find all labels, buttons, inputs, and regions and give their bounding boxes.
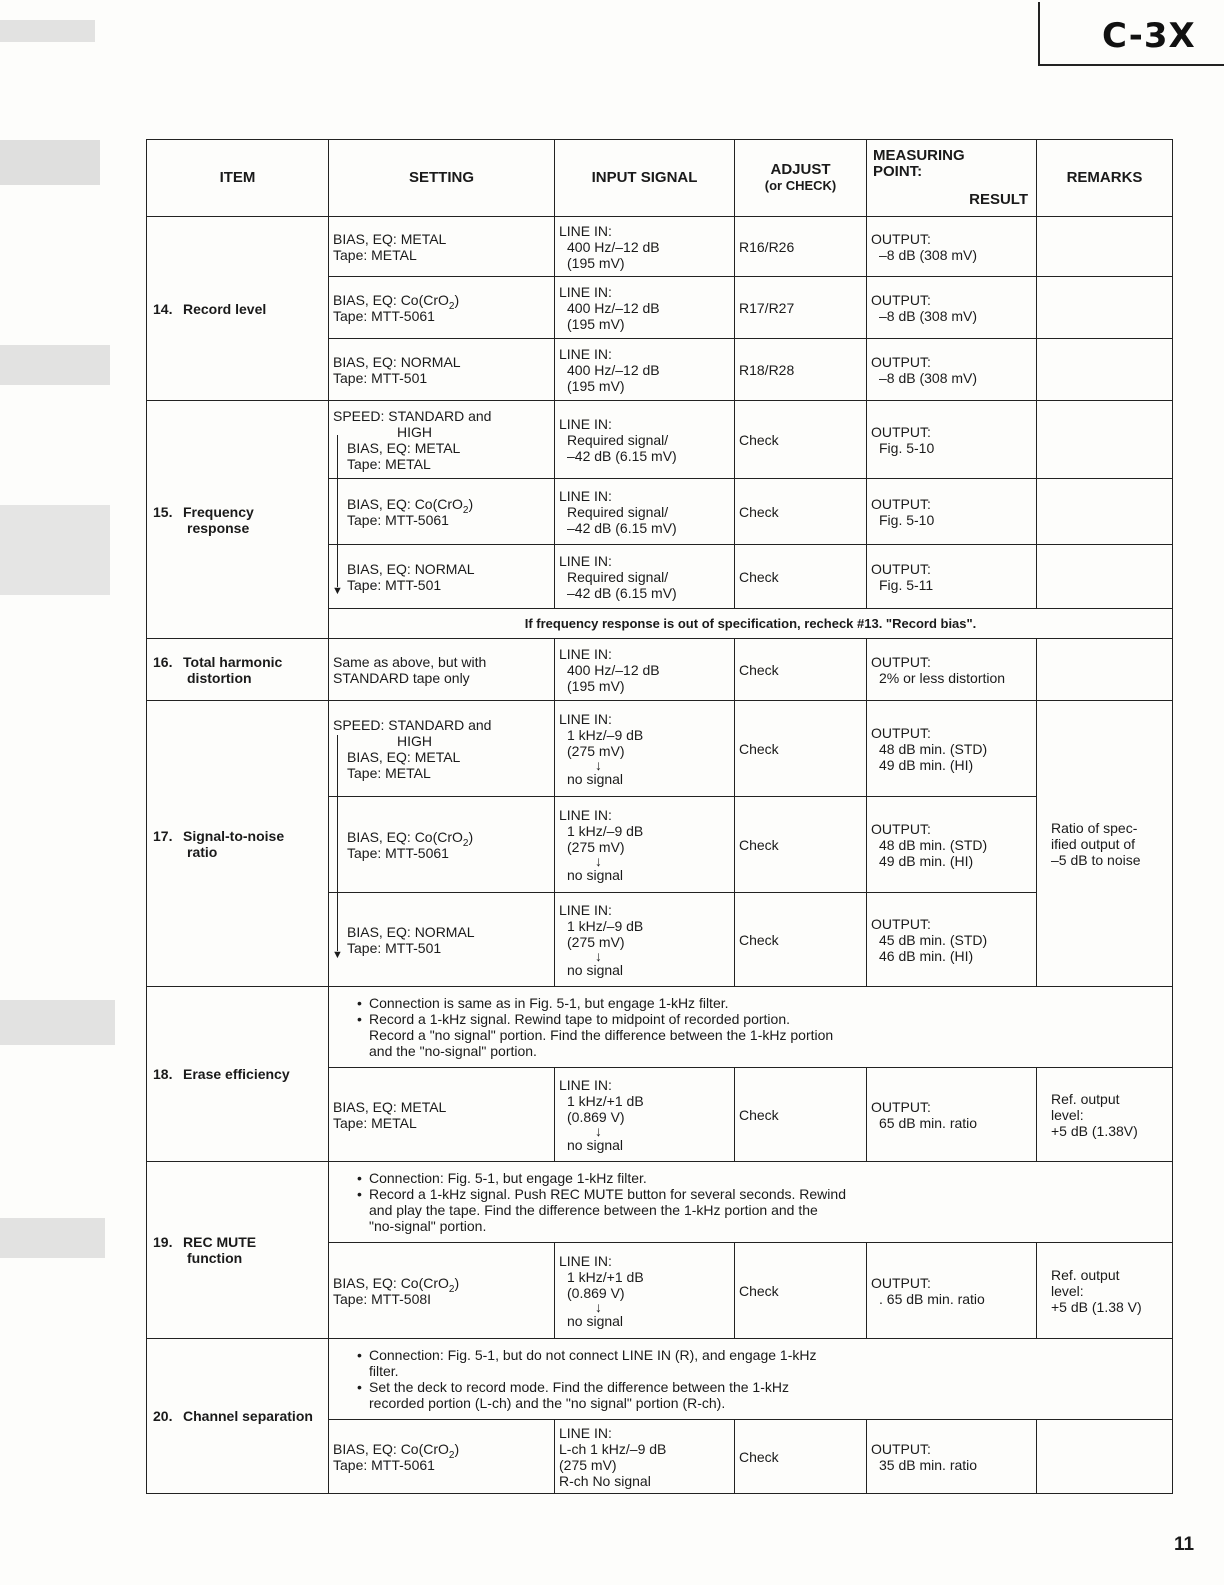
note-text: Connection: Fig. 5-1, but engage 1-kHz filter. [369,1170,647,1186]
input-value: –42 dB (6.15 mV) [567,519,677,536]
setting-tape: Tape: MTT-501 [347,576,442,593]
setting-tape: Tape: MTT-501 [333,369,428,386]
header-row [147,140,1173,217]
output-label: OUTPUT: [871,1098,931,1115]
adjust-cell: R18/R28 [735,339,867,401]
input-cell [555,1243,735,1339]
item-label: Channel separation [183,1408,313,1424]
input-value: 400 Hz/–12 dB [567,238,660,255]
input-value: 1 kHz/+1 dB [567,1268,644,1285]
adjust-cell: Check [735,797,867,893]
input-value: no signal [567,866,624,883]
remarks-cell [1037,639,1173,701]
bias-text: BIAS, EQ: Co(CrO [333,1440,449,1457]
adjust-cell: Check [735,545,867,609]
input-label: LINE IN: [559,645,612,662]
bias-text: BIAS, EQ: Co(CrO [347,828,463,845]
setting-cell [329,339,555,401]
adjust-cell: Check [735,1420,867,1494]
setting-cell [329,1420,555,1494]
table-row [147,401,1173,479]
input-label: LINE IN: [559,1076,612,1093]
input-value: (195 mV) [567,377,625,394]
bullet-icon: • [357,1379,362,1395]
note-text: Set the deck to record mode. Find the difference between the 1-kHz [369,1379,789,1395]
setting-tape: Tape: METAL [347,455,431,472]
item-number: 20. [153,1408,173,1424]
bias-subscript: 2 [462,504,469,516]
setting-cell [329,479,555,545]
setting-bias [347,828,550,849]
note-text: filter. [369,1363,399,1379]
remarks-text: level: [1051,1106,1084,1123]
bias-subscript: 2 [448,1449,455,1461]
note-text: Connection is same as in Fig. 5-1, but engage 1-kHz filter. [369,995,729,1011]
scan-speckle [0,345,110,385]
input-value: (275 mV) [567,742,625,759]
remarks-cell [1037,1068,1173,1162]
bullet-icon: • [357,995,362,1011]
measure-cell [867,893,1037,987]
setting-bias: BIAS, EQ: NORMAL [347,560,475,577]
input-cell [555,339,735,401]
col-adjust [735,140,867,217]
note-item [357,1347,1162,1363]
bias-text-end: ) [454,1274,460,1291]
note-item [357,995,1162,1011]
input-value: Required signal/ [567,503,669,520]
item-number: 19. [153,1234,173,1250]
bias-text: BIAS, EQ: Co(CrO [333,1274,449,1291]
input-value: (195 mV) [567,315,625,332]
input-value: 400 Hz/–12 dB [567,661,660,678]
note-recheck: If frequency response is out of specification, recheck #13. "Record bias". [329,609,1173,639]
scan-speckle [0,505,110,595]
measure-cell [867,277,1037,339]
measuring-line2: POINT: [873,163,923,180]
note-text: recorded portion (L-ch) and the "no signal" portion (R-ch). [369,1395,726,1411]
remarks-cell [1037,401,1173,479]
bias-text-end: ) [454,291,460,308]
input-cell [555,1068,735,1162]
setting-speed: HIGH [397,732,432,749]
item-20 [147,1339,329,1494]
output-value: 49 dB min. (HI) [879,852,974,869]
input-label: LINE IN: [559,1424,612,1441]
input-label: LINE IN: [559,901,612,918]
setting-bias: BIAS, EQ: NORMAL [347,923,475,940]
output-value: 48 dB min. (STD) [879,740,988,757]
setting-bias [333,291,550,312]
remarks-cell [1037,701,1173,987]
setting-tape: Tape: MTT-5061 [347,844,449,861]
setting-text: Same as above, but with [333,653,487,670]
note-item [357,1011,1162,1027]
setting-tape: Tape: MTT-508I [333,1290,432,1307]
remarks-cell [1037,1420,1173,1494]
measure-cell [867,339,1037,401]
input-value: L-ch 1 kHz/–9 dB [559,1440,667,1457]
setting-bias: BIAS, EQ: NORMAL [333,353,461,370]
scan-speckle [0,140,100,185]
measure-cell [867,545,1037,609]
item-label: Erase efficiency [183,1066,290,1082]
setting-cell [329,639,555,701]
input-value: 1 kHz/–9 dB [567,822,644,839]
input-label: LINE IN: [559,415,612,432]
setting-bias [333,1274,550,1295]
scan-speckle [0,20,95,42]
setting-speed: SPEED: STANDARD and [333,407,492,424]
bias-subscript: 2 [448,1283,455,1295]
table-row [147,1339,1173,1420]
col-adjust-sub: (or CHECK) [764,178,837,193]
output-label: OUTPUT: [871,560,931,577]
bullet-icon: • [357,1170,362,1186]
adjust-cell: R17/R27 [735,277,867,339]
model-tab [1038,2,1224,66]
input-value: (275 mV) [567,838,625,855]
table-row [147,639,1173,701]
measure-cell [867,1243,1037,1339]
output-value: 45 dB min. (STD) [879,931,988,948]
col-measuring-point-label [873,148,965,180]
output-label: OUTPUT: [871,820,931,837]
speed-bracket [337,893,338,951]
bias-text: BIAS, EQ: Co(CrO [333,291,449,308]
input-cell [555,479,735,545]
down-arrow-icon: ↓ [595,852,602,869]
item-label: distortion [187,669,252,686]
down-arrow-icon: ↓ [595,947,602,964]
input-value: Required signal/ [567,568,669,585]
input-value: no signal [567,770,624,787]
note-item [357,1379,1162,1395]
setting-tape: Tape: MTT-5061 [333,1456,435,1473]
output-label: OUTPUT: [871,353,931,370]
output-value: –8 dB (308 mV) [879,369,978,386]
input-value: (0.869 V) [567,1108,625,1125]
input-value: (195 mV) [567,677,625,694]
adjust-cell: Check [735,1068,867,1162]
remarks-cell [1037,277,1173,339]
input-cell [555,401,735,479]
setting-speed: HIGH [397,423,432,440]
input-label: LINE IN: [559,806,612,823]
measure-cell [867,701,1037,797]
setting-bias: BIAS, EQ: METAL [333,1098,447,1115]
item-label: Record level [183,300,267,317]
setting-bias: BIAS, EQ: METAL [347,439,461,456]
item-label: response [187,519,250,536]
procedure-notes [329,1162,1173,1243]
remarks-text: +5 dB (1.38V) [1051,1122,1138,1139]
input-cell [555,217,735,277]
bias-subscript: 2 [448,300,455,312]
col-remarks: REMARKS [1037,140,1173,217]
item-number: 18. [153,1066,173,1082]
input-label: LINE IN: [559,487,612,504]
setting-bias [333,1440,550,1461]
input-label: LINE IN: [559,345,612,362]
item-number: 15. [153,503,173,520]
remarks-cell [1037,339,1173,401]
note-text: Record a "no signal" portion. Find the difference between the 1-kHz portion [369,1027,834,1043]
setting-cell [329,1243,555,1339]
measure-cell [867,1068,1037,1162]
input-value: 1 kHz/–9 dB [567,917,644,934]
note-item [357,1186,1162,1202]
speed-arrow-icon: ▼ [332,585,343,597]
bias-subscript: 2 [462,837,469,849]
col-setting: SETTING [329,140,555,217]
setting-cell [329,217,555,277]
setting-speed: SPEED: STANDARD and [333,716,492,733]
adjust-cell: Check [735,893,867,987]
output-value: –8 dB (308 mV) [879,246,978,263]
bias-text: BIAS, EQ: Co(CrO [347,495,463,512]
input-value: no signal [567,1136,624,1153]
input-value: (275 mV) [567,933,625,950]
down-arrow-icon: ↓ [595,756,602,773]
remarks-text: Ref. output [1051,1090,1120,1107]
output-value: 46 dB min. (HI) [879,947,974,964]
input-value: 400 Hz/–12 dB [567,299,660,316]
bias-text-end: ) [468,495,474,512]
input-cell [555,1420,735,1494]
item-label: Total harmonic [183,653,283,670]
input-label: LINE IN: [559,222,612,239]
item-label: REC MUTE [183,1234,257,1250]
input-value: –42 dB (6.15 mV) [567,447,677,464]
setting-cell [329,893,555,987]
bias-text-end: ) [468,828,474,845]
setting-cell [329,797,555,893]
item-15 [147,401,329,639]
item-label: Frequency [183,503,254,520]
adjust-cell: Check [735,639,867,701]
setting-tape: Tape: MTT-5061 [347,511,449,528]
adjust-cell: Check [735,401,867,479]
input-label: LINE IN: [559,552,612,569]
measure-cell [867,401,1037,479]
bias-text-end: ) [454,1440,460,1457]
note-text: Record a 1-kHz signal. Push REC MUTE button for several seconds. Rewind [369,1186,846,1202]
bullet-icon: • [357,1347,362,1363]
table-row [147,1162,1173,1243]
setting-cell [329,545,555,609]
bullet-icon: • [357,1186,362,1202]
input-value: (275 mV) [559,1456,617,1473]
input-value: (0.869 V) [567,1284,625,1301]
item-number: 16. [153,653,173,670]
remarks-cell [1037,545,1173,609]
setting-text: STANDARD tape only [333,669,470,686]
adjust-cell: Check [735,1243,867,1339]
setting-tape: Tape: METAL [333,246,417,263]
col-measuring-point [867,140,1037,217]
setting-cell [329,277,555,339]
setting-tape: Tape: METAL [333,1114,417,1131]
output-label: OUTPUT: [871,423,931,440]
adjust-cell: R16/R26 [735,217,867,277]
input-label: LINE IN: [559,283,612,300]
input-value: 1 kHz/–9 dB [567,726,644,743]
item-19 [147,1162,329,1339]
input-value: no signal [567,1312,624,1329]
col-adjust-label: ADJUST [770,161,831,178]
remarks-text: +5 dB (1.38 V) [1051,1298,1142,1315]
output-value: . 65 dB min. ratio [879,1290,985,1307]
scan-speckle [0,1000,115,1045]
model-number: C-3X [1102,16,1196,56]
output-label: OUTPUT: [871,724,931,741]
input-label: LINE IN: [559,1252,612,1269]
col-item: ITEM [147,140,329,217]
note-item [357,1170,1162,1186]
down-arrow-icon: ↓ [595,1298,602,1315]
measuring-line1: MEASURING [873,147,965,164]
output-value: 49 dB min. (HI) [879,756,974,773]
procedure-notes [329,1339,1173,1420]
speed-bracket [337,545,338,587]
item-label: Signal-to-noise [183,827,285,844]
setting-tape: Tape: METAL [347,764,431,781]
item-16 [147,639,329,701]
note-text: Record a 1-kHz signal. Rewind tape to midpoint of recorded portion. [369,1011,790,1027]
output-value: Fig. 5-10 [879,439,935,456]
output-label: OUTPUT: [871,291,931,308]
col-result: RESULT [969,191,1028,208]
input-value: Required signal/ [567,431,669,448]
table-row [147,701,1173,797]
table-row [147,987,1173,1068]
output-value: 2% or less distortion [879,669,1006,686]
remarks-cell [1037,217,1173,277]
output-value: 48 dB min. (STD) [879,836,988,853]
input-cell [555,545,735,609]
speed-bracket [337,435,338,478]
input-cell [555,277,735,339]
output-label: OUTPUT: [871,230,931,247]
output-value: 35 dB min. ratio [879,1456,978,1473]
remarks-text: level: [1051,1282,1084,1299]
measure-cell [867,217,1037,277]
input-cell [555,701,735,797]
remarks-text: ified output of [1051,835,1136,852]
item-17 [147,701,329,987]
output-value: 65 dB min. ratio [879,1114,978,1131]
input-value: no signal [567,961,624,978]
remarks-text: Ratio of spec- [1051,819,1138,836]
item-label: ratio [187,843,218,860]
input-cell [555,797,735,893]
input-value: 1 kHz/+1 dB [567,1092,644,1109]
adjust-cell: Check [735,479,867,545]
input-value: R-ch No signal [559,1472,651,1489]
input-cell [555,639,735,701]
speed-bracket [337,735,338,796]
setting-bias [347,495,550,516]
procedure-notes [329,987,1173,1068]
page-number: 11 [1174,1534,1195,1555]
setting-bias: BIAS, EQ: METAL [347,748,461,765]
input-value: (195 mV) [567,254,625,271]
adjust-cell: Check [735,701,867,797]
input-cell [555,893,735,987]
item-number: 17. [153,827,173,844]
input-value: –42 dB (6.15 mV) [567,584,677,601]
item-14 [147,217,329,401]
output-value: –8 dB (308 mV) [879,307,978,324]
setting-cell [329,1068,555,1162]
measure-cell [867,479,1037,545]
note-text: and the "no-signal" portion. [369,1043,537,1059]
output-label: OUTPUT: [871,495,931,512]
table-row [147,217,1173,277]
item-label: function [187,1250,243,1266]
output-label: OUTPUT: [871,1440,931,1457]
scan-speckle [0,1218,105,1258]
remarks-cell [1037,1243,1173,1339]
remarks-text: Ref. output [1051,1266,1120,1283]
note-text: and play the tape. Find the difference between the 1-kHz portion and the [369,1202,818,1218]
setting-tape: Tape: MTT-5061 [333,307,435,324]
speed-arrow-icon: ▼ [332,949,343,961]
speed-bracket [337,479,338,544]
setting-cell [329,401,555,479]
measure-cell [867,639,1037,701]
bullet-icon: • [357,1011,362,1027]
output-value: Fig. 5-10 [879,511,935,528]
down-arrow-icon: ↓ [595,1122,602,1139]
output-label: OUTPUT: [871,653,931,670]
remarks-text: –5 dB to noise [1051,851,1141,868]
setting-tape: Tape: MTT-501 [347,939,442,956]
output-label: OUTPUT: [871,915,931,932]
item-18 [147,987,329,1162]
input-label: LINE IN: [559,710,612,727]
item-number: 14. [153,300,173,317]
input-value: 400 Hz/–12 dB [567,361,660,378]
measure-cell [867,797,1037,893]
col-input-signal: INPUT SIGNAL [555,140,735,217]
note-text: Connection: Fig. 5-1, but do not connect LINE IN (R), and engage 1-kHz [369,1347,817,1363]
setting-cell [329,701,555,797]
output-label: OUTPUT: [871,1274,931,1291]
adjustment-table [146,139,1173,1494]
setting-bias: BIAS, EQ: METAL [333,230,447,247]
output-value: Fig. 5-11 [879,576,934,593]
speed-bracket [337,797,338,892]
note-text: "no-signal" portion. [369,1218,487,1234]
remarks-cell [1037,479,1173,545]
measure-cell [867,1420,1037,1494]
